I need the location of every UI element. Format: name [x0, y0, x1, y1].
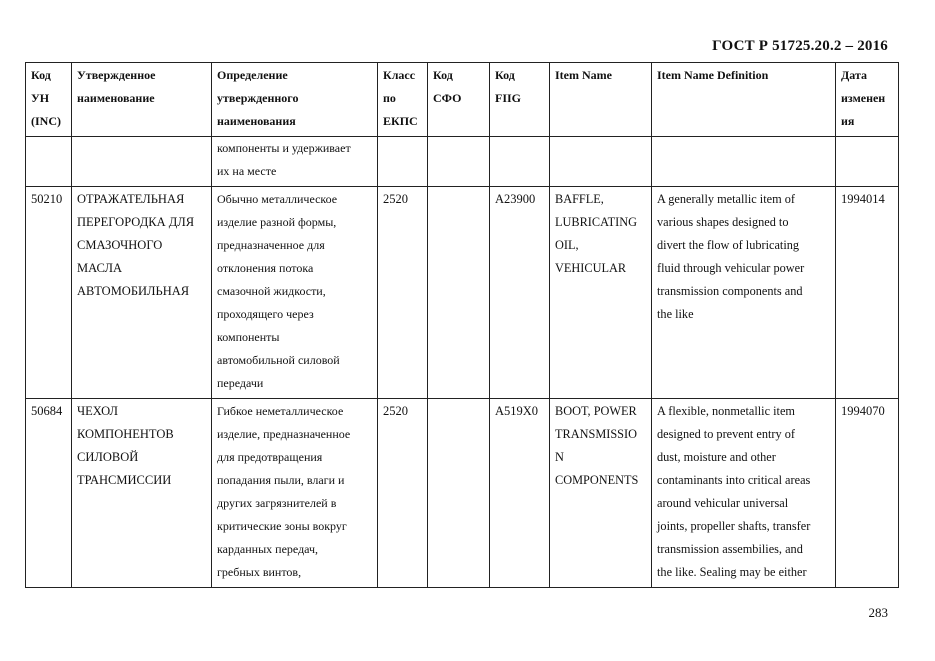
cell-fiig: A23900 — [490, 187, 550, 399]
header-line: изменен — [841, 91, 886, 105]
text-line: передачи — [217, 376, 264, 390]
column-header-sfo — [428, 63, 490, 137]
text-line: автомобильной силовой — [217, 353, 340, 367]
column-header-ekps — [378, 63, 428, 137]
header-line: Item Name Definition — [657, 68, 769, 82]
text-line: VEHICULAR — [555, 261, 627, 275]
header-line: утвержденного — [217, 91, 299, 105]
text-line: проходящего через — [217, 307, 314, 321]
header-line: по — [383, 91, 396, 105]
text-line: transmission assembilies, and — [657, 542, 803, 556]
text-line: смазочной жидкости, — [217, 284, 326, 298]
text-line: ЧЕХОЛ — [77, 404, 119, 418]
cell-definition — [212, 399, 378, 588]
cell-date: 1994014 — [836, 187, 899, 399]
cell-name — [72, 399, 212, 588]
text-line: ПЕРЕГОРОДКА ДЛЯ — [77, 215, 195, 229]
column-header-item-definition — [652, 63, 836, 137]
text-line: dust, moisture and other — [657, 450, 776, 464]
text-line: designed to prevent entry of — [657, 427, 795, 441]
text-line: BOOT, POWER — [555, 404, 637, 418]
text-line: around vehicular universal — [657, 496, 789, 510]
header-line: Код — [495, 68, 515, 82]
cell-item-definition — [652, 187, 836, 399]
cell-ekps: 2520 — [378, 187, 428, 399]
header-line: Класс — [383, 68, 416, 82]
text-line: попадания пыли, влаги и — [217, 473, 345, 487]
page-number: 283 — [868, 605, 888, 620]
text-line: A generally metallic item of — [657, 192, 795, 206]
text-line: ТРАНСМИССИИ — [77, 473, 172, 487]
cell-sfo — [428, 399, 490, 588]
cell-definition — [212, 137, 378, 187]
cell-ekps: 2520 — [378, 399, 428, 588]
header-line: Item Name — [555, 68, 612, 82]
text-line: ОТРАЖАТЕЛЬНАЯ — [77, 192, 185, 206]
text-line: COMPONENTS — [555, 473, 639, 487]
column-header-date — [836, 63, 899, 137]
text-line: N — [555, 450, 564, 464]
text-line: критические зоны вокруг — [217, 519, 347, 533]
cell-definition — [212, 187, 378, 399]
text-line: их на месте — [217, 164, 277, 178]
text-line: изделие разной формы, — [217, 215, 337, 229]
text-line: the like — [657, 307, 694, 321]
text-line: joints, propeller shafts, transfer — [657, 519, 811, 533]
text-line: fluid through vehicular power — [657, 261, 805, 275]
text-line: карданных передач, — [217, 542, 319, 556]
table-row-continuation — [26, 137, 899, 187]
header-line: Дата — [841, 68, 867, 82]
header-line: ия — [841, 114, 855, 128]
header-line: Утвержденное — [77, 68, 156, 82]
header-line: наименование — [77, 91, 155, 105]
column-header-fiig — [490, 63, 550, 137]
text-line: transmission components and — [657, 284, 803, 298]
header-line: Код — [31, 68, 51, 82]
cell-item-definition — [652, 137, 836, 187]
text-line: A flexible, nonmetallic item — [657, 404, 795, 418]
table-row — [26, 399, 899, 588]
text-line: the like. Sealing may be either — [657, 565, 807, 579]
text-line: TRANSMISSIO — [555, 427, 637, 441]
text-line: отклонения потока — [217, 261, 314, 275]
header-line: наименования — [217, 114, 296, 128]
cell-item-definition — [652, 399, 836, 588]
text-line: гребных винтов, — [217, 565, 302, 579]
text-line: предназначенное для — [217, 238, 325, 252]
text-line: изделие, предназначенное — [217, 427, 351, 441]
cell-sfo — [428, 137, 490, 187]
text-line: компоненты — [217, 330, 280, 344]
cell-fiig: A519X0 — [490, 399, 550, 588]
header-line: УН — [31, 91, 50, 105]
cell-name — [72, 187, 212, 399]
cell-date: 1994070 — [836, 399, 899, 588]
cell-sfo — [428, 187, 490, 399]
cell-inc: 50684 — [26, 399, 72, 588]
text-line: АВТОМОБИЛЬНАЯ — [77, 284, 190, 298]
cell-item-name — [550, 399, 652, 588]
column-header-item-name — [550, 63, 652, 137]
cell-item-name — [550, 137, 652, 187]
header-line: ЕКПС — [383, 114, 418, 128]
text-line: Гибкое неметаллическое — [217, 404, 344, 418]
text-line: КОМПОНЕНТОВ — [77, 427, 174, 441]
text-line: Обычно металлическое — [217, 192, 338, 206]
text-line: LUBRICATING — [555, 215, 637, 229]
text-line: МАСЛА — [77, 261, 123, 275]
text-line: СИЛОВОЙ — [77, 450, 139, 464]
header-line: (INC) — [31, 114, 61, 128]
text-line: divert the flow of lubricating — [657, 238, 800, 252]
column-header-name — [72, 63, 212, 137]
text-line: various shapes designed to — [657, 215, 789, 229]
document-code: ГОСТ Р 51725.20.2 – 2016 — [712, 38, 888, 54]
table-row — [26, 187, 899, 399]
cell-inc: 50210 — [26, 187, 72, 399]
header-line: Определение — [217, 68, 288, 82]
cell-ekps — [378, 137, 428, 187]
header-line: FIIG — [495, 91, 522, 105]
text-line: BAFFLE, — [555, 192, 604, 206]
cell-inc — [26, 137, 72, 187]
text-line: contaminants into critical areas — [657, 473, 811, 487]
table-header-row — [26, 63, 899, 137]
text-line: компоненты и удерживает — [217, 141, 351, 155]
header-line: Код — [433, 68, 453, 82]
nomenclature-table — [25, 62, 899, 588]
column-header-definition — [212, 63, 378, 137]
cell-date — [836, 137, 899, 187]
text-line: СМАЗОЧНОГО — [77, 238, 163, 252]
text-line: других загрязнителей в — [217, 496, 337, 510]
cell-name — [72, 137, 212, 187]
header-line: СФО — [433, 91, 462, 105]
cell-item-name — [550, 187, 652, 399]
text-line: для предотвращения — [217, 450, 323, 464]
cell-fiig — [490, 137, 550, 187]
text-line: OIL, — [555, 238, 579, 252]
column-header-inc — [26, 63, 72, 137]
